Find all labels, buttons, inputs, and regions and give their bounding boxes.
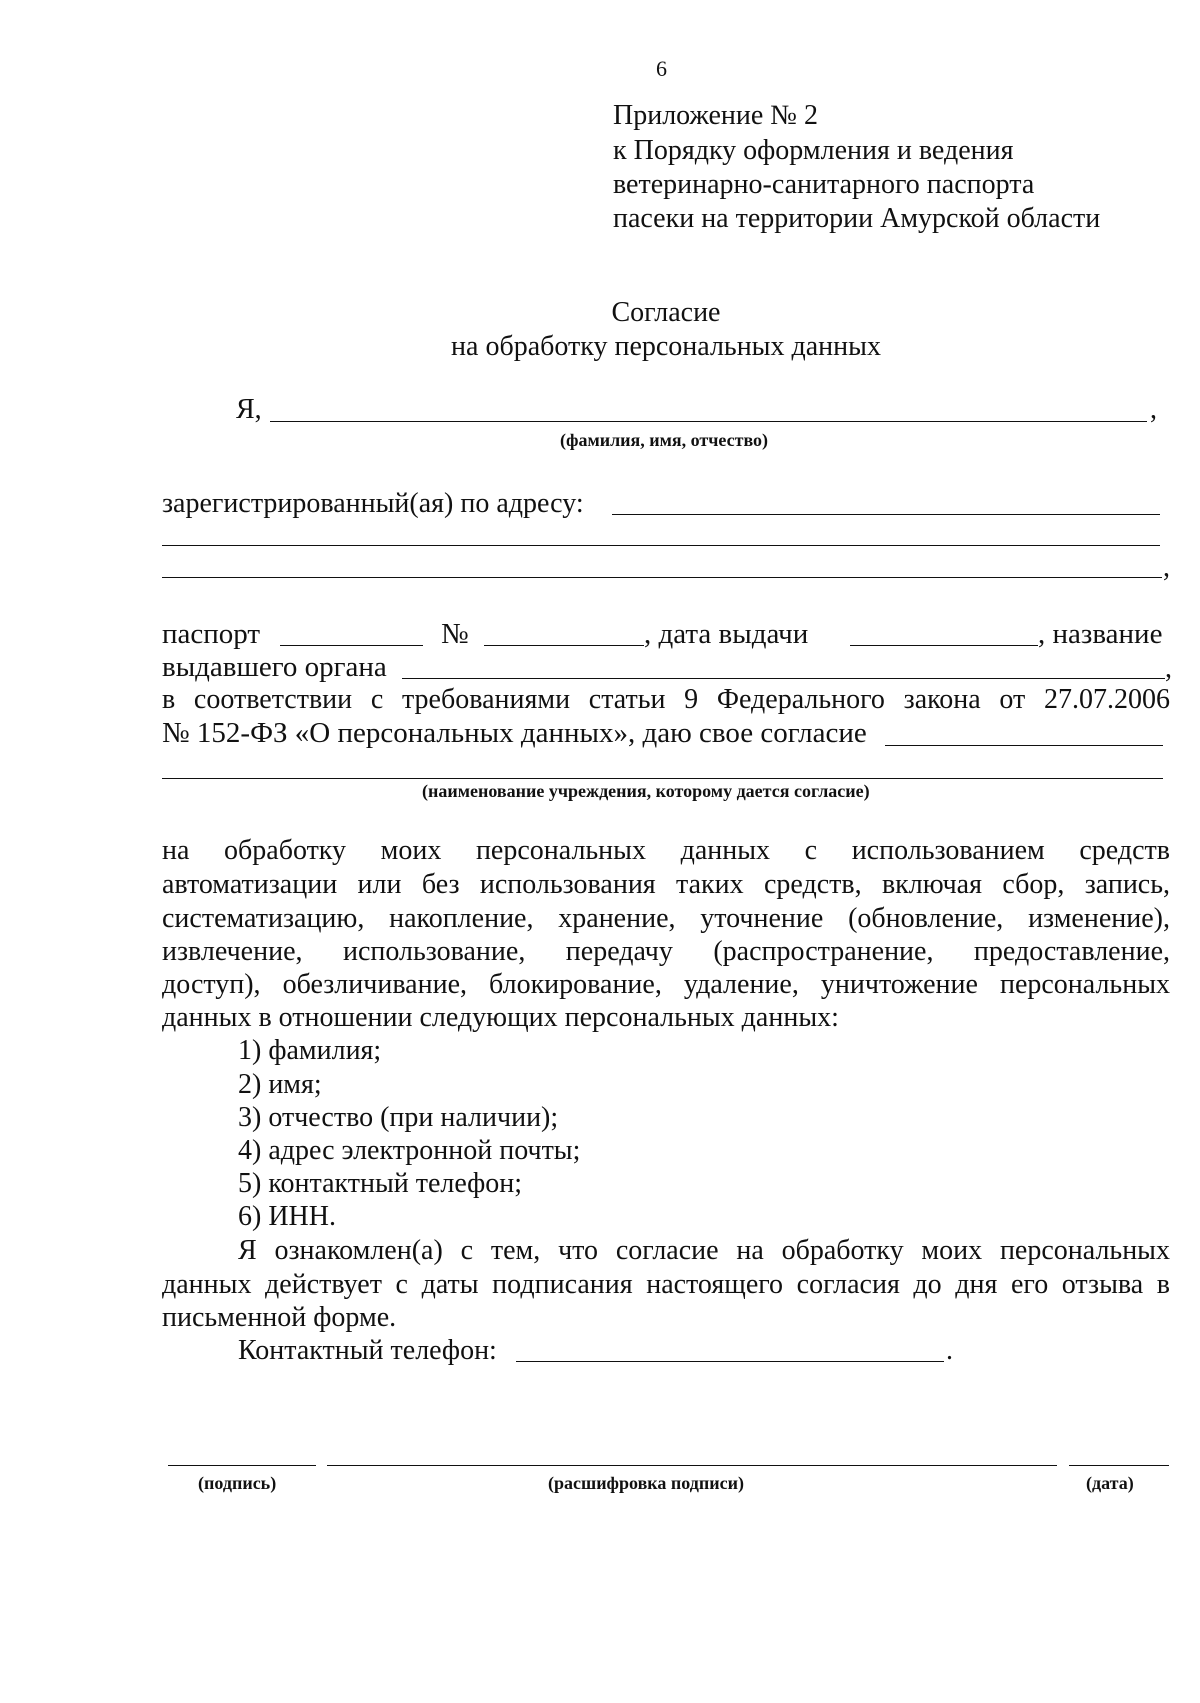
institution-caption: (наименование учреждения, которому дается согласие) (422, 781, 870, 801)
passport-label: паспорт (162, 618, 261, 650)
ack-line-1: Я ознакомлен(а) с тем, что согласие на обработку моих персональных (238, 1235, 1170, 1266)
address-label: зарегистрированный(ая) по адресу: (162, 488, 584, 519)
issue-date-label: , дата выдачи (644, 618, 809, 650)
signature-decode-field-line[interactable] (327, 1465, 1057, 1466)
page-number: 6 (656, 56, 667, 81)
passport-number-field[interactable] (484, 645, 644, 646)
fio-field-line[interactable] (270, 421, 1147, 422)
appendix-line-1: Приложение № 2 (613, 100, 818, 131)
phone-label: Контактный телефон: (238, 1335, 497, 1366)
consent-line-3: систематизацию, накопление, хранение, уточнение (обновление, изменение), (162, 903, 1170, 934)
fio-field-end: , (1150, 394, 1157, 425)
consent-line-6: данных в отношении следующих персональных данных: (162, 1002, 839, 1033)
list-item: 1) фамилия; (238, 1035, 382, 1066)
document-title: Согласие (611, 297, 721, 328)
appendix-line-3: ветеринарно-санитарного паспорта (613, 169, 1035, 200)
signature-decode-caption: (расшифровка подписи) (548, 1473, 744, 1493)
address-field-end: , (1163, 552, 1170, 583)
law-reference-line-1: в соответствии с требованиями статьи 9 Федерального закона от 27.07.2006 (162, 684, 1170, 715)
list-item: 2) имя; (238, 1069, 322, 1100)
appendix-line-4: пасеки на территории Амурской области (613, 203, 1101, 234)
address-field-line-3[interactable] (162, 577, 1162, 578)
phone-field-end: . (946, 1335, 953, 1366)
list-item: 5) контактный телефон; (238, 1168, 523, 1199)
passport-series-field[interactable] (280, 645, 423, 646)
list-item: 4) адрес электронной почты; (238, 1135, 581, 1166)
signature-caption: (подпись) (198, 1473, 277, 1493)
list-item: 3) отчество (при наличии); (238, 1102, 559, 1133)
list-item: 6) ИНН. (238, 1201, 336, 1232)
signature-field-line[interactable] (168, 1465, 316, 1466)
ack-line-2: данных действует с даты подписания настоящего согласия до дня его отзыва в (162, 1269, 1170, 1300)
institution-field-line-1[interactable] (885, 745, 1163, 746)
law-reference-line-2: № 152-ФЗ «О персональных данных», даю свое согласие (162, 717, 867, 749)
address-field-line-2[interactable] (162, 545, 1160, 546)
passport-number-label: № (441, 618, 469, 650)
issuer-field-end: , (1165, 653, 1172, 684)
consent-line-5: доступ), обезличивание, блокирование, удаление, уничтожение персональных (162, 969, 1170, 1000)
consent-line-1: на обработку моих персональных данных с использованием средств (162, 835, 1170, 866)
signature-date-caption: (дата) (1086, 1473, 1134, 1493)
signature-date-field-line[interactable] (1069, 1465, 1169, 1466)
i-label: Я, (236, 394, 262, 425)
consent-line-4: извлечение, использование, передачу (распространение, предоставление, (162, 936, 1170, 967)
fio-caption: (фамилия, имя, отчество) (560, 430, 769, 450)
issuer-label-b: выдавшего органа (162, 651, 387, 683)
issue-date-field[interactable] (850, 645, 1038, 646)
consent-line-2: автоматизации или без использования таких средств, включая сбор, запись, (162, 869, 1170, 900)
document-subtitle: на обработку персональных данных (451, 331, 881, 362)
phone-field-line[interactable] (516, 1361, 944, 1362)
issuer-field-line[interactable] (402, 678, 1165, 679)
ack-line-3: письменной форме. (162, 1302, 397, 1333)
issuer-label-a: , название (1038, 618, 1163, 650)
address-field-line-1[interactable] (612, 514, 1160, 515)
institution-field-line-2[interactable] (162, 778, 1163, 779)
appendix-line-2: к Порядку оформления и ведения (613, 135, 1014, 166)
